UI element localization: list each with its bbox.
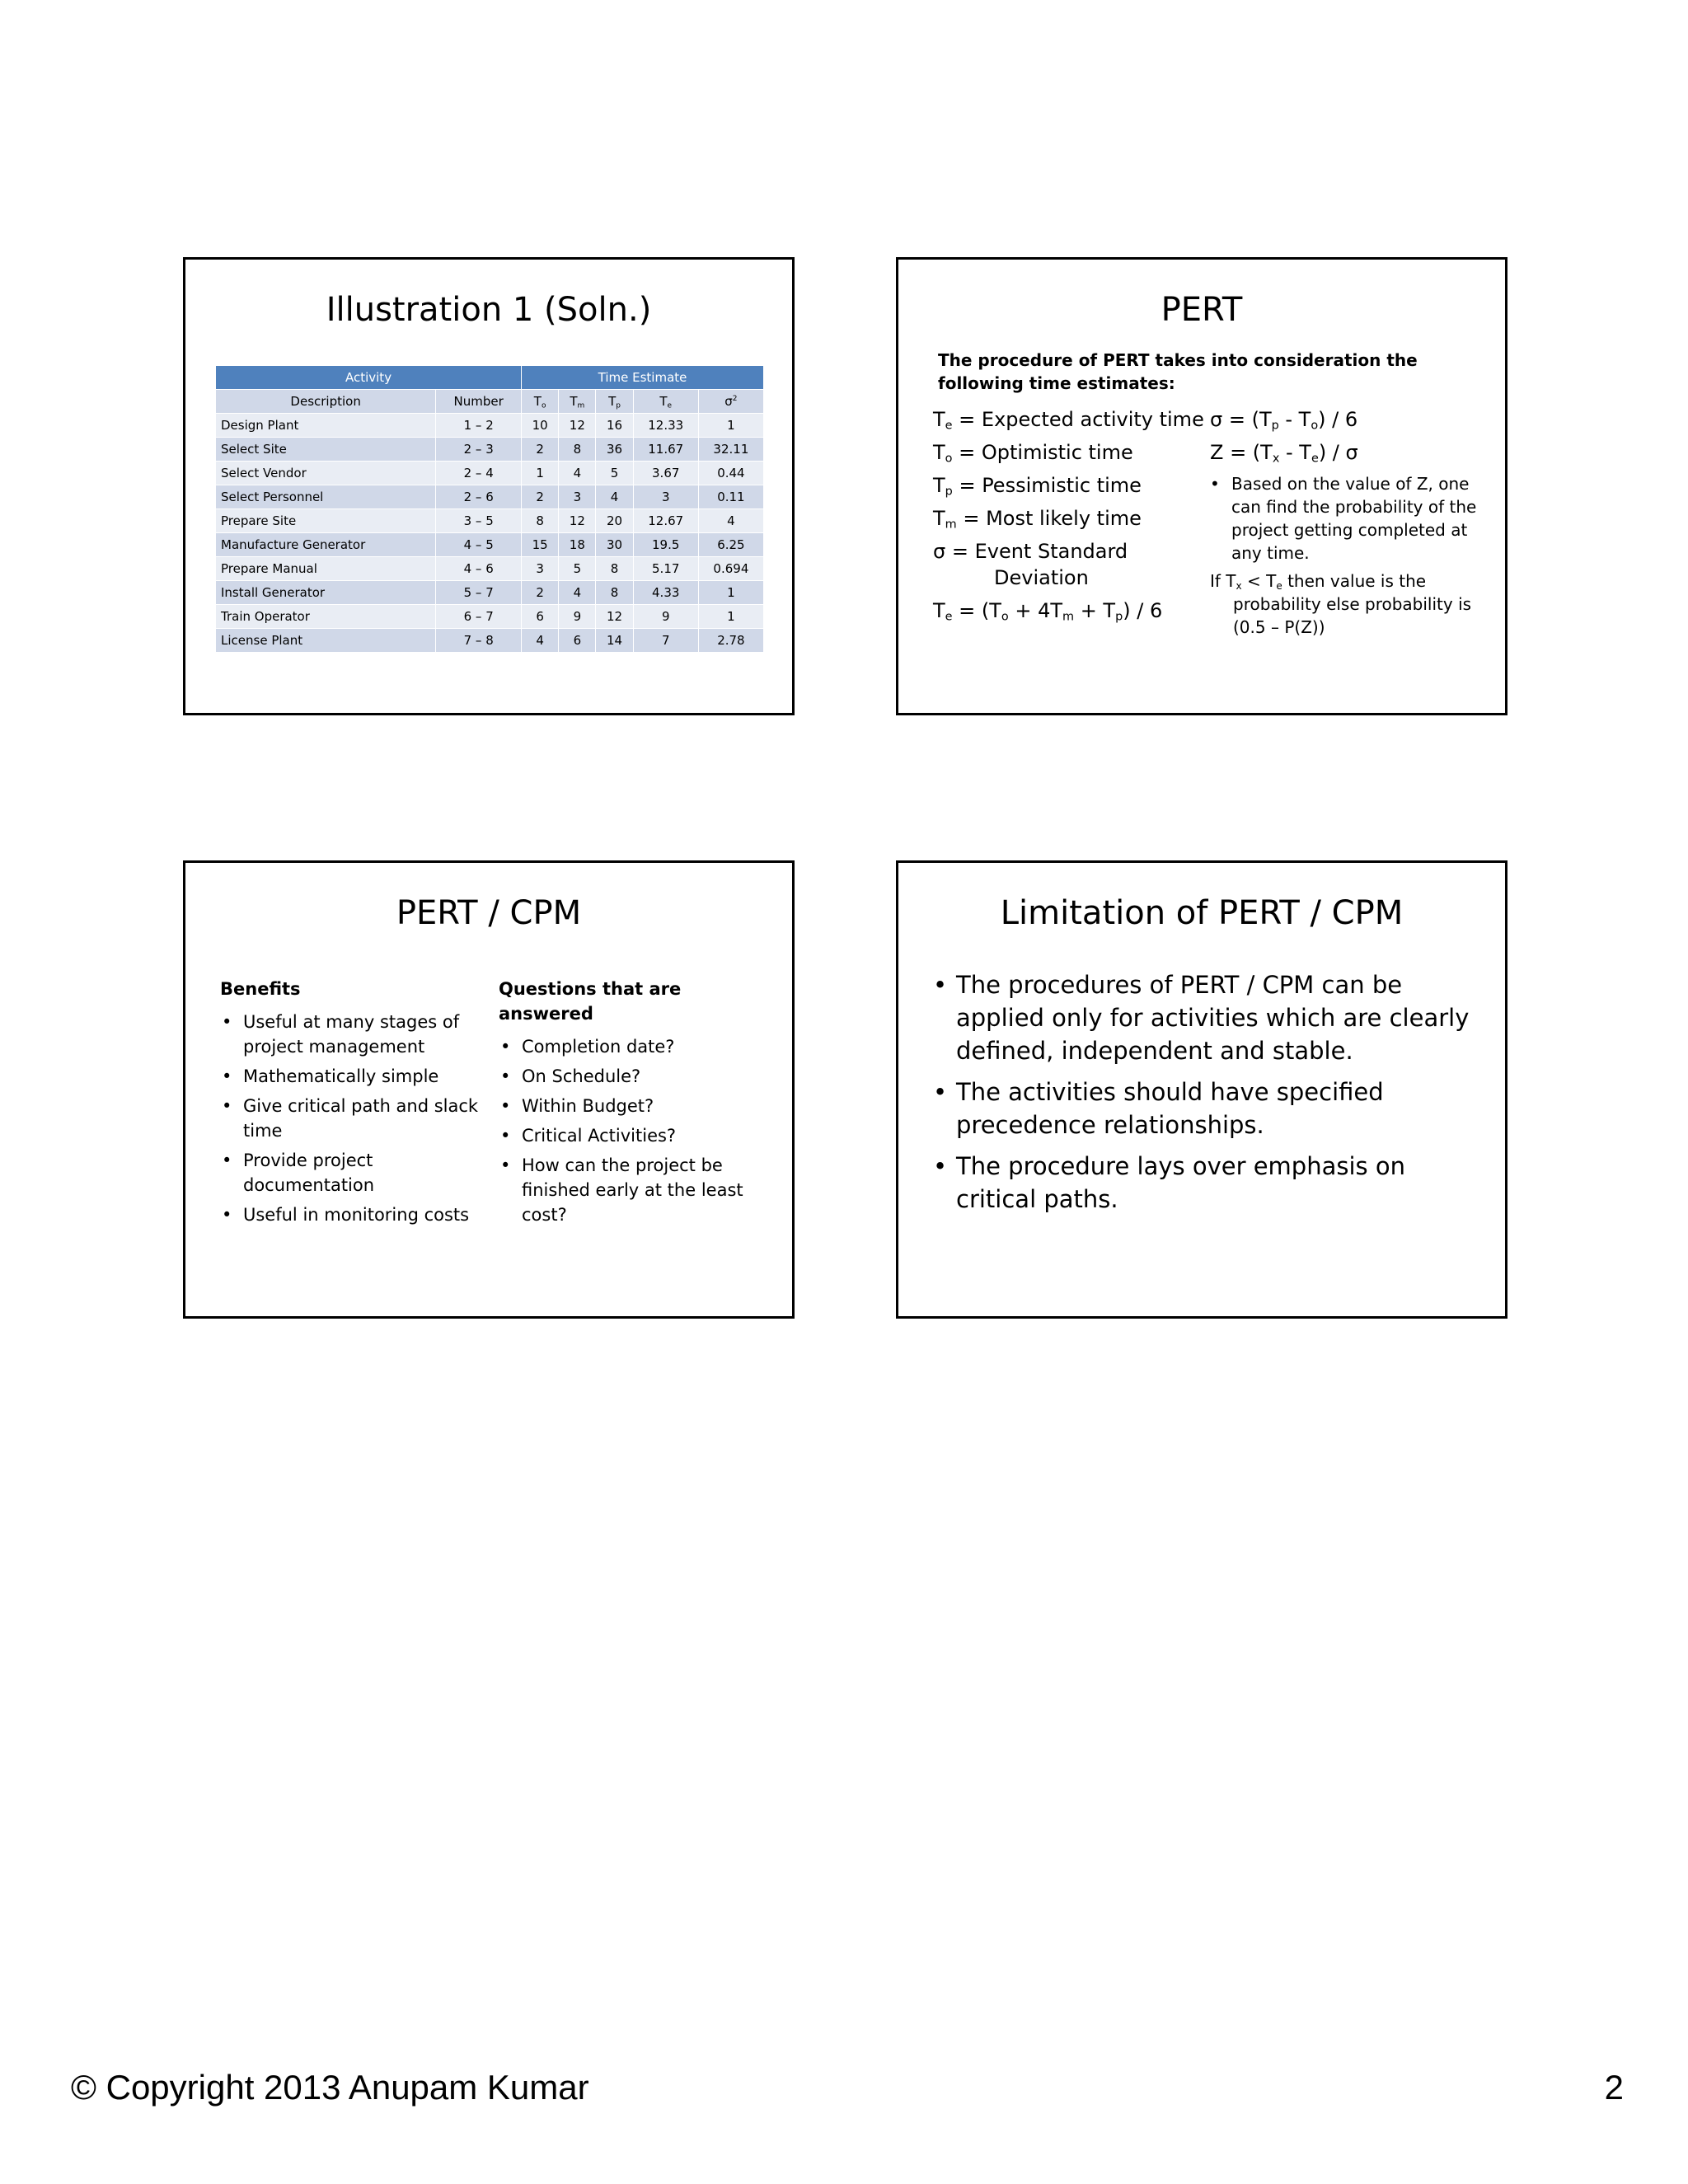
- table-cell: 32.11: [699, 438, 763, 461]
- table-cell: Prepare Manual: [216, 557, 435, 580]
- table-cell: 2.78: [699, 629, 763, 652]
- slide-pert-cpm: [183, 860, 795, 1319]
- table-cell: 4: [699, 509, 763, 532]
- list-item: • Mathematically simple: [220, 1064, 484, 1089]
- table-cell: 9: [634, 605, 698, 628]
- list-item: • How can the project be finished early at the least cost?: [499, 1153, 771, 1227]
- table-cell: 11.67: [634, 438, 698, 461]
- table-group-header: Activity: [216, 366, 521, 389]
- table-cell: 4 – 5: [436, 533, 521, 556]
- table-cell: 12.33: [634, 414, 698, 437]
- list-item: • Completion date?: [499, 1034, 771, 1059]
- list-item: • Useful at many stages of project management: [220, 1010, 484, 1059]
- limitations-list: [931, 968, 1484, 1224]
- table-row: [216, 605, 763, 628]
- benefits-list: [220, 1010, 484, 1227]
- table-cell: 6 – 7: [436, 605, 521, 628]
- column-header: $T_p$: [596, 390, 632, 413]
- table-cell: 8: [596, 557, 632, 580]
- table-cell: 5.17: [634, 557, 698, 580]
- table-cell: 6: [559, 629, 595, 652]
- questions-column: [499, 977, 771, 1232]
- table-cell: Select Personnel: [216, 485, 435, 509]
- table-cell: 18: [559, 533, 595, 556]
- z-bullet: • Based on the value of Z, one can find the probability of the project getting completed at any time.: [1210, 474, 1477, 563]
- table-cell: 1: [522, 462, 558, 485]
- table-cell: 0.44: [699, 462, 763, 485]
- list-item: • On Schedule?: [499, 1064, 771, 1089]
- table-cell: 14: [596, 629, 632, 652]
- table-cell: 4 – 6: [436, 557, 521, 580]
- list-item: • Within Budget?: [499, 1094, 771, 1118]
- slide-limitations: [896, 860, 1507, 1319]
- table-cell: 8: [522, 509, 558, 532]
- table-cell: 6: [522, 605, 558, 628]
- table-cell: 4: [559, 462, 595, 485]
- list-item: • The procedures of PERT / CPM can be applied only for activities which are clearly defined, independent and stable.: [931, 968, 1484, 1067]
- table-cell: 2: [522, 581, 558, 604]
- table-cell: 12.67: [634, 509, 698, 532]
- table-cell: Install Generator: [216, 581, 435, 604]
- slide-title: Limitation of PERT / CPM: [1000, 894, 1404, 932]
- tp-definition: $T_p$ = Pessimistic time: [933, 474, 1142, 499]
- table-cell: 19.5: [634, 533, 698, 556]
- table-cell: 5: [559, 557, 595, 580]
- table-cell: 1 – 2: [436, 414, 521, 437]
- column-header: Description: [216, 390, 435, 413]
- te-formula: $T_e = (T_o + 4T_m + T_p) / 6$: [933, 599, 1163, 624]
- table-cell: 1: [699, 605, 763, 628]
- table-cell: 8: [559, 438, 595, 461]
- table-row: [216, 629, 763, 652]
- table-cell: 3: [522, 557, 558, 580]
- table-cell: 5 – 7: [436, 581, 521, 604]
- table-cell: 3: [559, 485, 595, 509]
- table-cell: 3 – 5: [436, 509, 521, 532]
- table-cell: Select Site: [216, 438, 435, 461]
- table-row: [216, 533, 763, 556]
- time-estimates-list: [933, 406, 1205, 630]
- table-row: [216, 509, 763, 532]
- sigma-definition: σ = Event Standard: [933, 540, 1128, 563]
- table-cell: 30: [596, 533, 632, 556]
- table-cell: License Plant: [216, 629, 435, 652]
- slide-title: Illustration 1 (Soln.): [326, 291, 652, 329]
- table-cell: 20: [596, 509, 632, 532]
- table-cell: 10: [522, 414, 558, 437]
- table-cell: 2 – 6: [436, 485, 521, 509]
- table-cell: Design Plant: [216, 414, 435, 437]
- table-cell: Train Operator: [216, 605, 435, 628]
- table-row: [216, 485, 763, 509]
- z-formula: $Z = (T_x - T_e) / \sigma$: [1210, 441, 1358, 466]
- table-cell: 2: [522, 485, 558, 509]
- questions-heading: Questions that are answered: [499, 979, 682, 1024]
- table-cell: Select Vendor: [216, 462, 435, 485]
- table-cell: 15: [522, 533, 558, 556]
- table-cell: 0.11: [699, 485, 763, 509]
- benefits-heading: Benefits: [220, 979, 301, 999]
- table-cell: 7: [634, 629, 698, 652]
- table-cell: 16: [596, 414, 632, 437]
- slide-illustration: [183, 257, 795, 715]
- page-number: 2: [1604, 2068, 1624, 2107]
- pert-estimates-table: [215, 365, 764, 653]
- slide-title: PERT: [1160, 291, 1243, 329]
- list-item: • Give critical path and slack time: [220, 1094, 484, 1143]
- column-header: $T_m$: [559, 390, 595, 413]
- list-item: • Critical Activities?: [499, 1123, 771, 1148]
- table-row: [216, 581, 763, 604]
- table-group-header: Time Estimate: [522, 366, 763, 389]
- table-cell: 8: [596, 581, 632, 604]
- slide-title: PERT / CPM: [396, 894, 582, 932]
- table-cell: 2: [522, 438, 558, 461]
- table-cell: 4: [522, 629, 558, 652]
- column-header: Number: [436, 390, 521, 413]
- table-cell: 1: [699, 414, 763, 437]
- table-row: [216, 414, 763, 437]
- table-cell: 12: [559, 414, 595, 437]
- list-item: • The procedure lays over emphasis on critical paths.: [931, 1150, 1484, 1216]
- table-cell: 2 – 3: [436, 438, 521, 461]
- table-cell: 1: [699, 581, 763, 604]
- table-cell: Manufacture Generator: [216, 533, 435, 556]
- column-header: $T_e$: [634, 390, 698, 413]
- to-definition: $T_o$ = Optimistic time: [933, 441, 1133, 466]
- list-item: • Useful in monitoring costs: [220, 1202, 484, 1227]
- column-header: $T_o$: [522, 390, 558, 413]
- table-cell: 12: [596, 605, 632, 628]
- table-cell: 5: [596, 462, 632, 485]
- tm-definition: $T_m$ = Most likely time: [933, 507, 1142, 532]
- table-cell: 4.33: [634, 581, 698, 604]
- table-cell: 6.25: [699, 533, 763, 556]
- pert-intro: The procedure of PERT takes into consideration the following time estimates:: [938, 350, 1418, 393]
- probability-condition: If $T_x < T_e$ then value is the probability else probability is (0.5 – P(Z)): [1210, 571, 1472, 637]
- table-cell: 0.694: [699, 557, 763, 580]
- table-row: [216, 557, 763, 580]
- list-item: • The activities should have specified precedence relationships.: [931, 1076, 1484, 1141]
- sigma-formula: $\sigma = (T_p - T_o) / 6$: [1210, 408, 1358, 433]
- list-item: • Provide project documentation: [220, 1148, 484, 1197]
- table-cell: 2 – 4: [436, 462, 521, 485]
- probability-notes: [1210, 406, 1490, 639]
- table-cell: 4: [559, 581, 595, 604]
- table-row: [216, 462, 763, 485]
- te-definition: $T_e$ = Expected activity time: [933, 408, 1204, 433]
- table-cell: 9: [559, 605, 595, 628]
- sigma-definition-cont: Deviation: [994, 566, 1089, 589]
- table-cell: 3: [634, 485, 698, 509]
- table-row: [216, 438, 763, 461]
- benefits-column: [220, 977, 484, 1232]
- questions-list: [499, 1034, 771, 1227]
- copyright-notice: © Copyright 2013 Anupam Kumar: [71, 2068, 589, 2107]
- table-cell: 12: [559, 509, 595, 532]
- slide-pert: [896, 257, 1507, 715]
- table-cell: 3.67: [634, 462, 698, 485]
- table-cell: 7 – 8: [436, 629, 521, 652]
- table-cell: 36: [596, 438, 632, 461]
- table-cell: Prepare Site: [216, 509, 435, 532]
- table-cell: 4: [596, 485, 632, 509]
- column-header: $\sigma^2$: [699, 390, 763, 413]
